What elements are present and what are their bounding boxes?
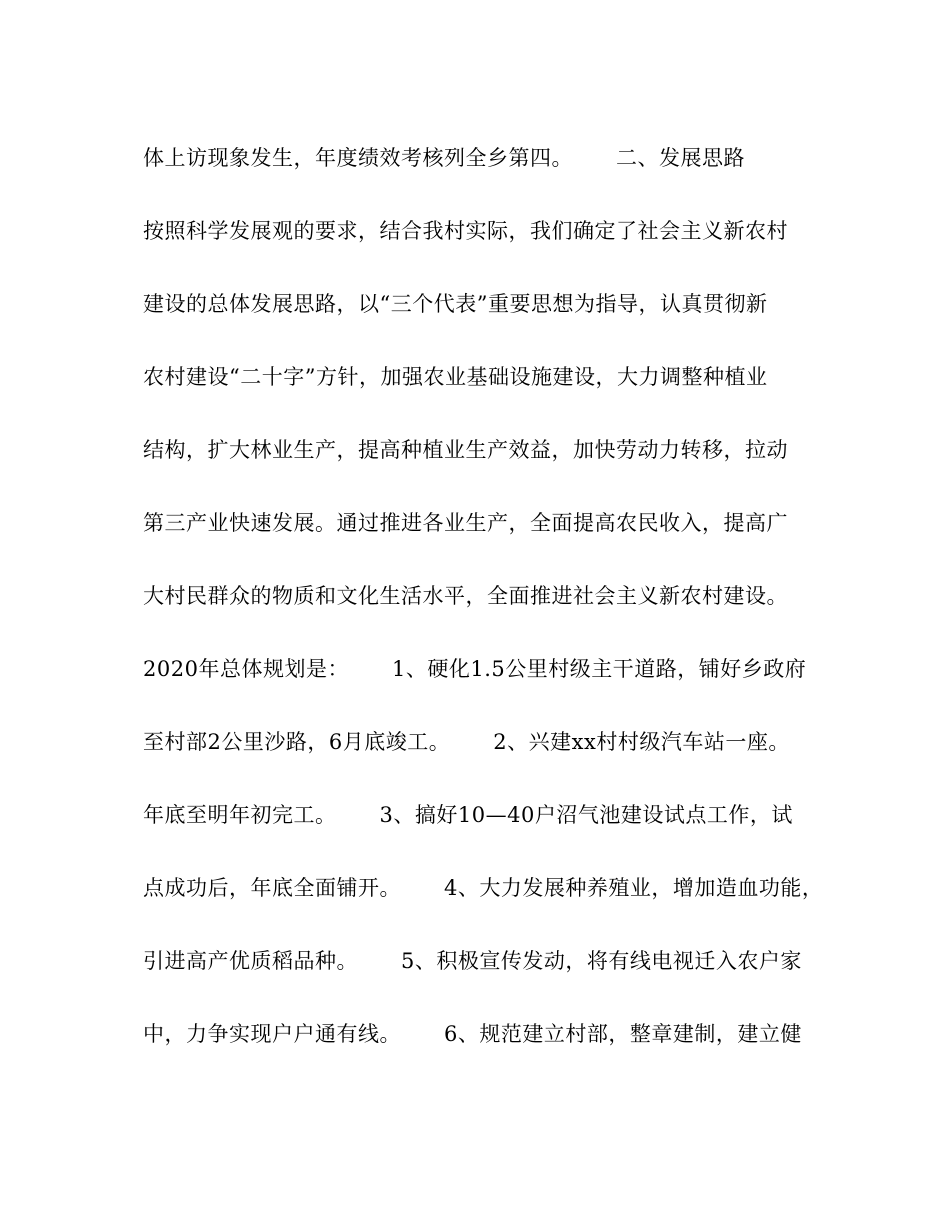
text-line: 中，力争实现户户通有线。 6、规范建立村部，整章建制，建立健 <box>143 1022 802 1046</box>
text-line: 大村民群众的物质和文化生活水平，全面推进社会主义新农村建设。 <box>143 584 788 608</box>
text-line: 按照科学发展观的要求，结合我村实际，我们确定了社会主义新农村 <box>143 219 788 243</box>
text-line: 结构，扩大林业生产，提高种植业生产效益，加快劳动力转移，拉动 <box>143 438 788 462</box>
text-line: 至村部2公里沙路，6月底竣工。 2、兴建xx村村级汽车站一座。 <box>143 730 790 754</box>
text-line: 建设的总体发展思路，以“三个代表”重要思想为指导，认真贯彻新 <box>143 292 768 316</box>
text-line: 2020年总体规划是： 1、硬化1.5公里村级主干道路，铺好乡政府 <box>143 657 807 681</box>
text-line: 年底至明年初完工。 3、搞好10—40户沼气池建设试点工作，试 <box>143 803 793 827</box>
text-line: 第三产业快速发展。通过推进各业生产，全面提高农民收入，提高广 <box>143 511 788 535</box>
text-line: 农村建设“二十字”方针，加强农业基础设施建设，大力调整种植业 <box>143 365 768 389</box>
text-line: 点成功后，年底全面铺开。 4、大力发展种养殖业，增加造血功能， <box>143 876 824 900</box>
text-line: 体上访现象发生，年度绩效考核列全乡第四。 二、发展思路 <box>143 146 746 170</box>
text-line: 引进高产优质稻品种。 5、积极宣传发动，将有线电视迁入农户家 <box>143 949 802 973</box>
